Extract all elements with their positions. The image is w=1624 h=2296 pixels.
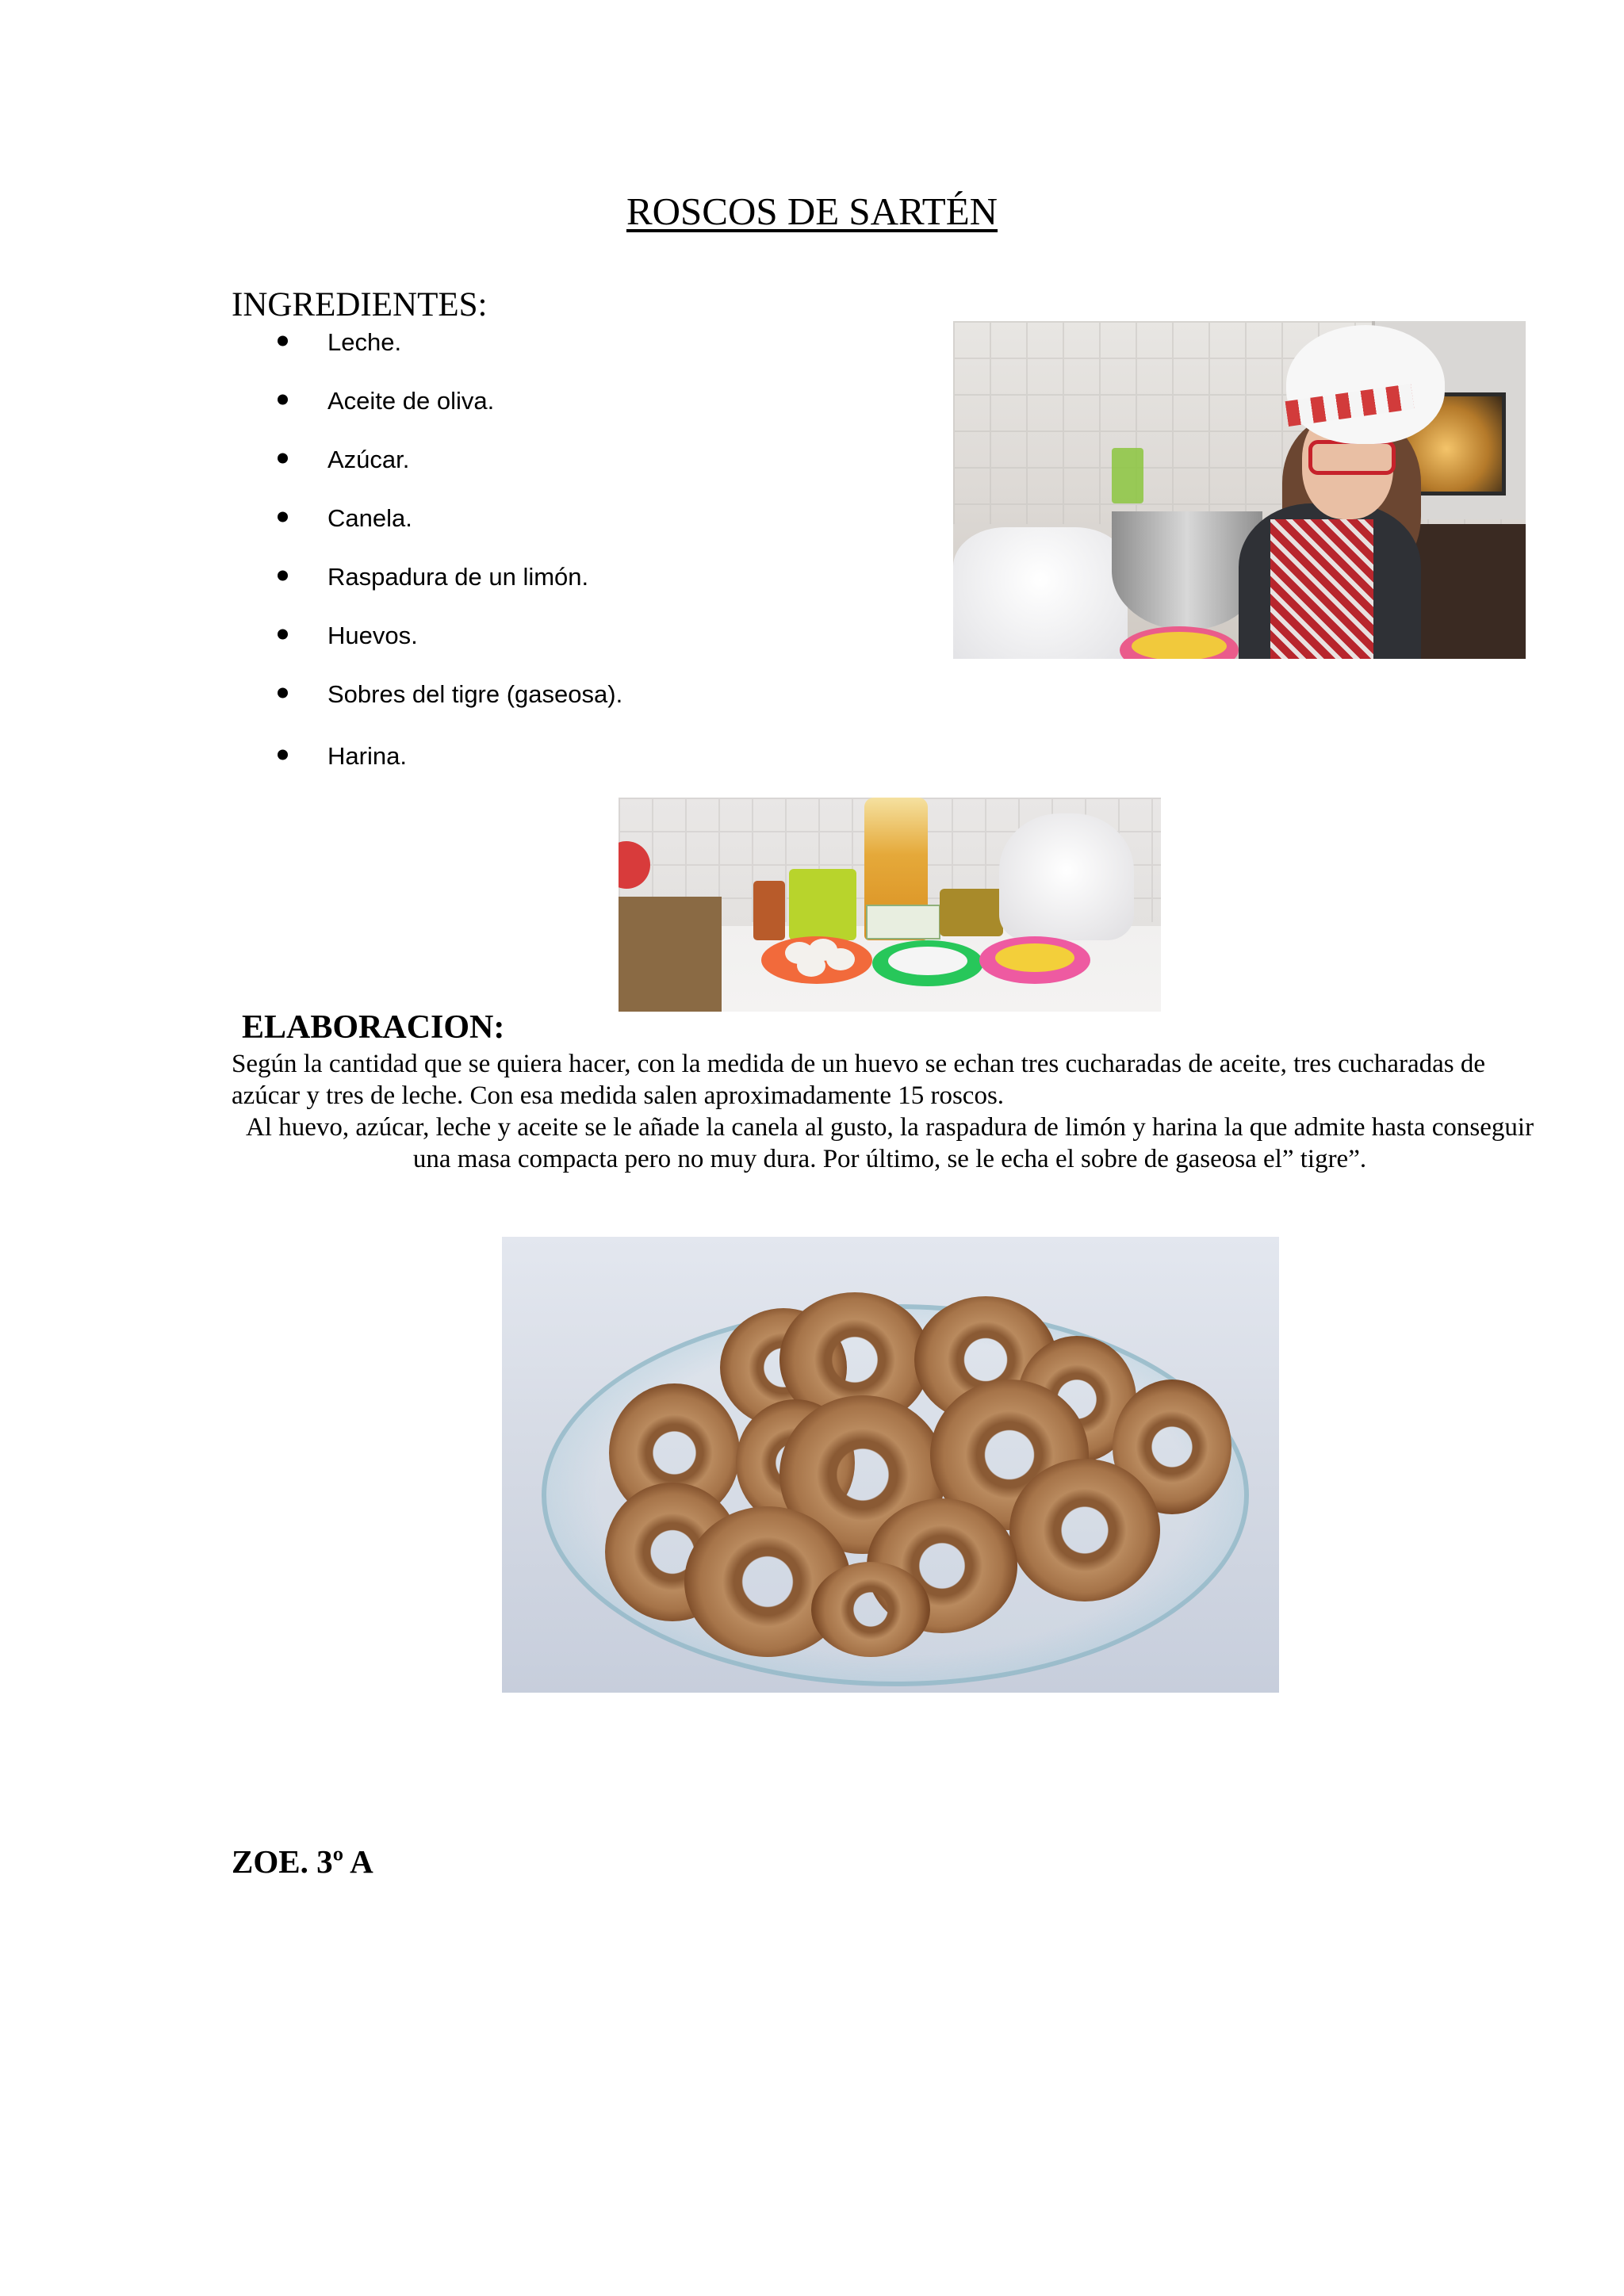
elaboration-paragraph-1: Según la cantidad que se quiera hacer, con la medida de un huevo se echan tres cucharadas de aceite, tres cucharadas de azúcar y tres de leche. Con esa medida salen aproximadamente 15 roscos. xyxy=(232,1050,1486,1110)
bullet-icon xyxy=(278,335,288,346)
ingredients-heading: INGREDIENTES: xyxy=(232,286,488,323)
bullet-icon xyxy=(278,453,288,463)
page-title: ROSCOS DE SARTÉN xyxy=(626,189,998,233)
bullet-icon xyxy=(278,629,288,639)
photo-ingredients xyxy=(619,798,1161,1012)
photo-girl-cooking xyxy=(953,321,1526,659)
elaboration-heading: ELABORACION: xyxy=(242,1009,505,1046)
bullet-icon xyxy=(278,394,288,404)
bullet-icon xyxy=(278,749,288,760)
bullet-icon xyxy=(278,687,288,698)
bullet-icon xyxy=(278,570,288,580)
bullet-icon xyxy=(278,511,288,522)
elaboration-paragraph-2: Al huevo, azúcar, leche y aceite se le añade la canela al gusto, la raspadura de limón y harina la que admite hasta conseguir una masa compacta pero no muy dura. Por último, se le echa el sobre de gaseosa el” tigre”. xyxy=(245,1113,1534,1173)
photo-roscos xyxy=(502,1237,1279,1693)
author-signature: ZOE. 3º A xyxy=(232,1843,373,1880)
